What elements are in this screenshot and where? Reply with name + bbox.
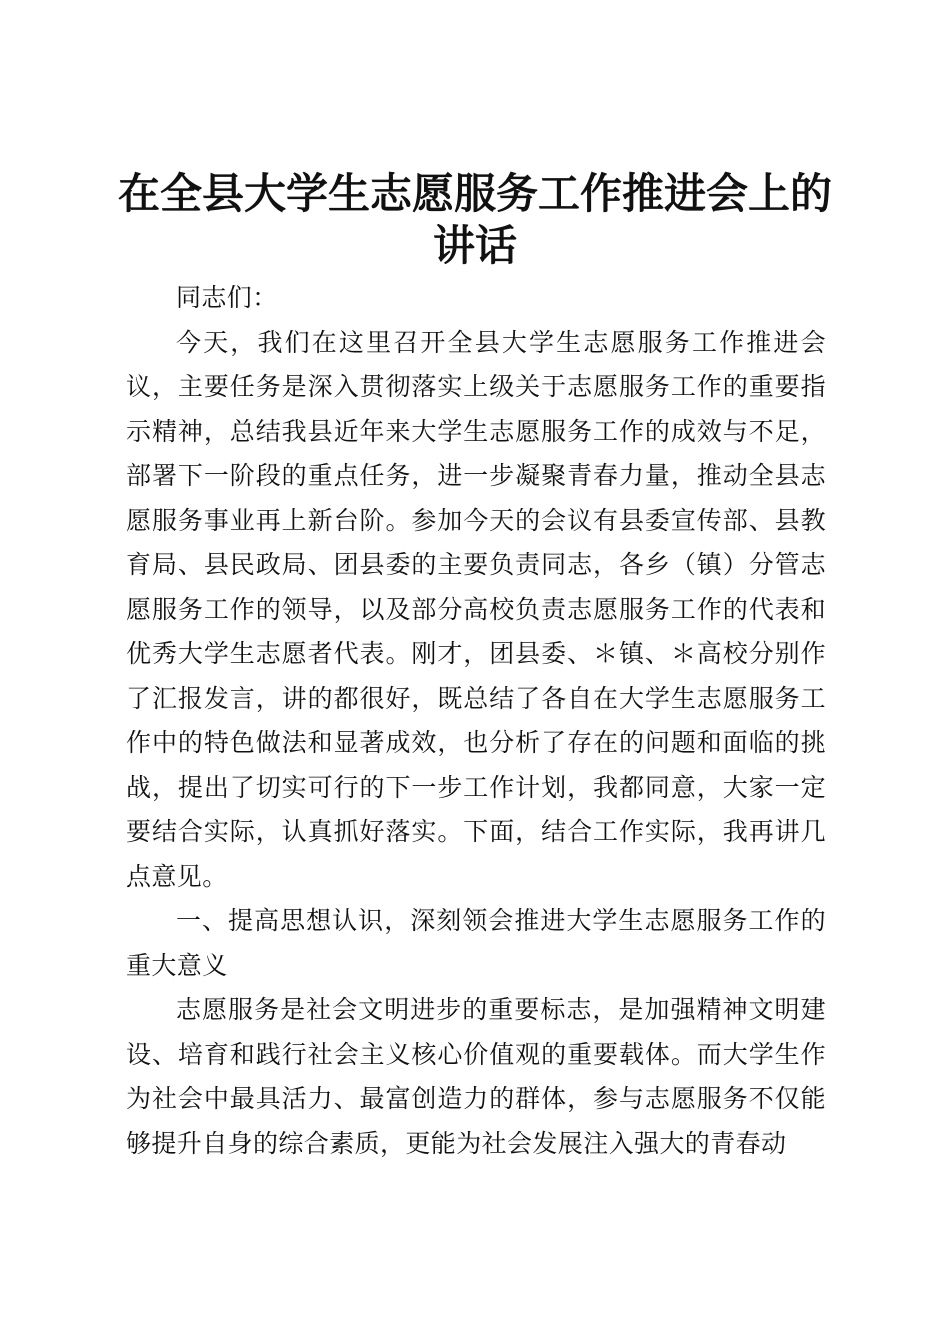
section-heading: 一、提高思想认识，深刻领会推进大学生志愿服务工作的重大意义: [126, 906, 826, 980]
opening-paragraph: 今天，我们在这里召开全县大学生志愿服务工作推进会议，主要任务是深入贯彻落实上级关于志愿服务工作的重要指示精神，总结我县近年来大学生志愿服务工作的成效与不足，部署下一阶段的重点任务，进一步凝聚青春力量，推动全县志愿服务事业再上新台阶。参加今天的会议有县委宣传部、县教育局、县民政局、团县委的主要负责同志，各乡（镇）分管志愿服务工作的领导，以及部分高校负责志愿服务工作的代表和优秀大学生志愿者代表。刚才，团县委、＊镇、＊高校分别作了汇报发言，讲的都很好，既总结了各自在大学生志愿服务工作中的特色做法和显著成效，也分析了存在的问题和面临的挑战，提出了切实可行的下一步工作计划，我都同意，大家一定要结合实际，认真抓好落实。下面，结合工作实际，我再讲几点意见。: [126, 327, 826, 891]
document-title: 在全县大学生志愿服务工作推进会上的讲话: [117, 169, 832, 270]
section-paragraph: 志愿服务是社会文明进步的重要标志，是加强精神文明建设、培育和践行社会主义核心价值观的重要载体。而大学生作为社会中最具活力、最富创造力的群体，参与志愿服务不仅能够提升自身的综合素质，更能为社会发展注入强大的青春动: [126, 995, 826, 1158]
salutation: 同志们：: [176, 283, 278, 312]
document-body: [126, 276, 826, 1166]
